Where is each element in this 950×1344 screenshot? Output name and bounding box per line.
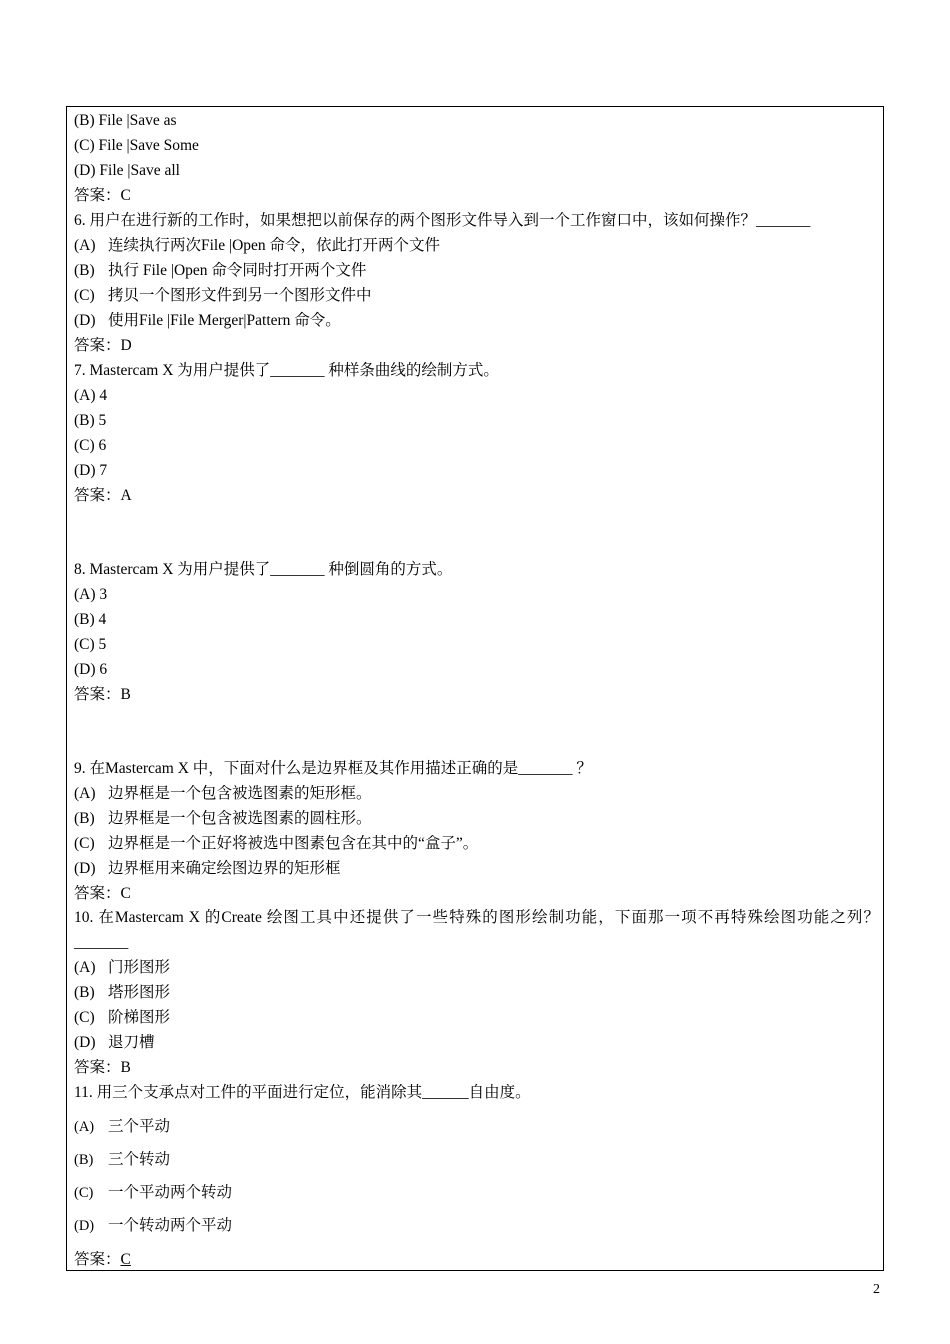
q10-answer: 答案：B: [74, 1059, 131, 1076]
q7-answer: 答案：A: [74, 487, 132, 504]
q5-option-b: (B) File |Save as: [74, 112, 177, 129]
option-text: 执行 File |Open 命令同时打开两个文件: [108, 262, 367, 279]
option-text: 退刀槽: [108, 1034, 155, 1051]
q9-option-c: [74, 834, 478, 854]
q9-option-a: [74, 784, 372, 804]
option-text: 阶梯图形: [108, 1009, 171, 1026]
q9-answer: 答案：C: [74, 885, 131, 902]
answer-value: C: [120, 1251, 131, 1268]
q8-stem: 8. Mastercam X 为用户提供了_______ 种倒圆角的方式。: [74, 561, 453, 578]
q10-option-b: [74, 983, 170, 1003]
q6-option-d: [74, 311, 341, 331]
q10-option-d: [74, 1033, 155, 1053]
option-text: 门形图形: [108, 959, 171, 976]
option-letter: (D): [74, 860, 96, 877]
option-text: 三个转动: [108, 1151, 171, 1168]
q7-option-b: (B) 5: [74, 412, 107, 429]
q8-option-b: (B) 4: [74, 611, 107, 628]
option-letter: (B): [74, 984, 95, 1001]
option-letter: (D): [74, 312, 96, 329]
option-text: 使用File |File Merger|Pattern 命令。: [108, 312, 341, 329]
option-letter: (D): [74, 1218, 95, 1234]
q10-option-a: [74, 958, 170, 978]
q9-option-b: [74, 809, 372, 829]
option-text: 一个平动两个转动: [108, 1184, 233, 1201]
option-letter: (C): [74, 287, 95, 304]
answer-prefix: 答案：: [74, 1251, 121, 1268]
option-text: 连续执行两次File |Open 命令，依此打开两个文件: [108, 237, 441, 254]
q6-stem: 6. 用户在进行新的工作时，如果想把以前保存的两个图形文件导入到一个工作窗口中，该如何操作？_______: [74, 212, 811, 229]
q5-option-c: (C) File |Save Some: [74, 137, 199, 154]
option-text: 边界框是一个包含被选图素的矩形框。: [108, 785, 372, 802]
q7-stem: 7. Mastercam X 为用户提供了_______ 种样条曲线的绘制方式。: [74, 362, 499, 379]
option-letter: (C): [74, 1185, 94, 1201]
option-text: 一个转动两个平动: [108, 1217, 233, 1234]
page-number: 2: [873, 1282, 880, 1297]
option-letter: (D): [74, 1034, 96, 1051]
option-letter: (C): [74, 835, 95, 852]
option-text: 边界框用来确定绘图边界的矩形框: [108, 860, 341, 877]
q9-option-d: [74, 859, 341, 879]
q8-option-d: (D) 6: [74, 661, 108, 678]
q5-option-d: (D) File |Save all: [74, 162, 180, 179]
q7-option-a: (A) 4: [74, 387, 108, 404]
q6-answer: 答案：D: [74, 337, 132, 354]
option-text: 边界框是一个正好将被选中图素包含在其中的“盒子”。: [108, 835, 479, 852]
q7-option-d: (D) 7: [74, 462, 108, 479]
q10-option-c: [74, 1008, 170, 1028]
q11-answer: [74, 1250, 131, 1270]
option-letter: (B): [74, 810, 95, 827]
option-text: 塔形图形: [108, 984, 171, 1001]
q5-answer: 答案：C: [74, 187, 131, 204]
option-letter: (C): [74, 1009, 95, 1026]
q11-option-a: [74, 1117, 170, 1137]
q7-option-c: (C) 6: [74, 437, 107, 454]
option-text: 拷贝一个图形文件到另一个图形文件中: [108, 287, 372, 304]
option-letter: (A): [74, 237, 96, 254]
option-letter: (A): [74, 959, 96, 976]
q11-option-c: [74, 1183, 232, 1203]
option-letter: (B): [74, 1152, 94, 1168]
q11-stem: 11. 用三个支承点对工件的平面进行定位，能消除其______自由度。: [74, 1084, 531, 1101]
q8-option-c: (C) 5: [74, 636, 107, 653]
option-text: 边界框是一个包含被选图素的圆柱形。: [108, 810, 372, 827]
q8-option-a: (A) 3: [74, 586, 108, 603]
q6-option-c: [74, 286, 372, 306]
q9-stem: 9. 在Mastercam X 中，下面对什么是边界框及其作用描述正确的是_______ ？: [74, 760, 592, 777]
q6-option-a: [74, 236, 440, 256]
option-letter: (A): [74, 785, 96, 802]
option-text: 三个平动: [108, 1118, 171, 1135]
option-letter: (B): [74, 262, 95, 279]
q8-answer: 答案：B: [74, 686, 131, 703]
q11-option-b: [74, 1150, 170, 1170]
q10-stem: 10. 在Mastercam X 的Create 绘图工具中还提供了一些特殊的图形绘制功能，下面那一项不再特殊绘图功能之列？_______: [74, 909, 879, 951]
q6-option-b: [74, 261, 366, 281]
q11-option-d: [74, 1216, 232, 1236]
option-letter: (A): [74, 1119, 95, 1135]
